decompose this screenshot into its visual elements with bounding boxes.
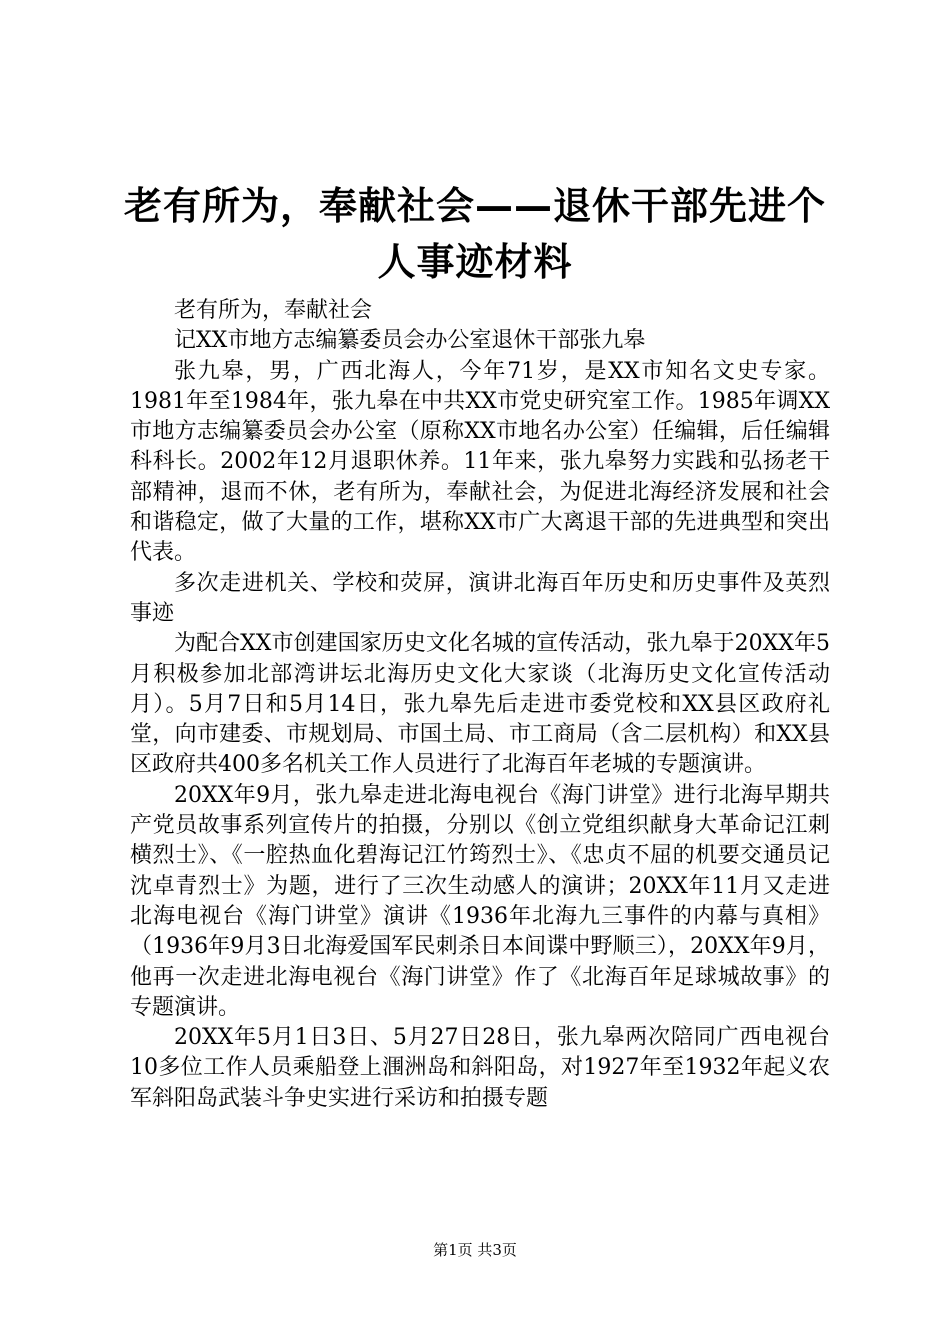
paragraph-byline: 记XX市地方志编纂委员会办公室退休干部张九皋 xyxy=(174,328,646,354)
paragraph-subtitle: 老有所为，奉献社会 xyxy=(174,298,373,323)
paragraph: 张九皋，男，广西北海人，今年71岁，是XX市知名文史专家。1981年至1984年，张九皋在中共XX市党史研究室工作。1985年调XX市地方志编纂委员会办公室（原称XX市地名办公室）任编辑，后任编辑科科长。2002年12月退职休养。11年来，张九皋努力实践和弘扬老干部精神，退而不休，老有所为，奉献社会，为促进北海经济发展和社会和谐稳定，做了大量的工作，堪称XX市广大离退干部的先进典型和突出代表。 xyxy=(130,358,830,566)
document-body xyxy=(130,296,830,1114)
paragraph: 为配合XX市创建国家历史文化名城的宣传活动，张九皋于20XX年5月积极参加北部湾讲坛北海历史文化大家谈（北海历史文化宣传活动月）。5月7日和5月14日，张九皋先后走进市委党校和XX县区政府礼堂，向市建委、市规划局、市国土局、市工商局（含二层机构）和XX县区政府共400多名机关工作人员进行了北海百年老城的专题演讲。 xyxy=(130,631,830,778)
document-title: 老有所为，奉献社会——退休干部先进个人事迹材料 xyxy=(123,184,826,284)
paragraph-heading: 多次走进机关、学校和荧屏，演讲北海百年历史和历史事件及英烈事迹 xyxy=(130,570,830,626)
paragraph: 20XX年5月1日3日、5月27日28日，张九皋两次陪同广西电视台10多位工作人员乘船登上涠洲岛和斜阳岛，对1927年至1932年起义农军斜阳岛武装斗争史实进行采访和拍摄专题 xyxy=(130,1025,830,1111)
paragraph: 20XX年9月，张九皋走进北海电视台《海门讲堂》进行北海早期共产党员故事系列宣传片的拍摄，分别以《创立党组织献身大革命记江刺横烈士》、《一腔热血化碧海记江竹筠烈士》、《忠贞不屈的机要交通员记沈卓青烈士》为题，进行了三次生动感人的演讲；20XX年11月又走进北海电视台《海门讲堂》演讲《1936年北海九三事件的内幕与真相》（1936年9月3日北海爱国军民刺杀日本间谍中野顺三），20XX年9月，他再一次走进北海电视台《海门讲堂》作了《北海百年足球城故事》的专题演讲。 xyxy=(130,782,830,1020)
page-number-footer: 第1页 共3页 xyxy=(433,1241,517,1259)
